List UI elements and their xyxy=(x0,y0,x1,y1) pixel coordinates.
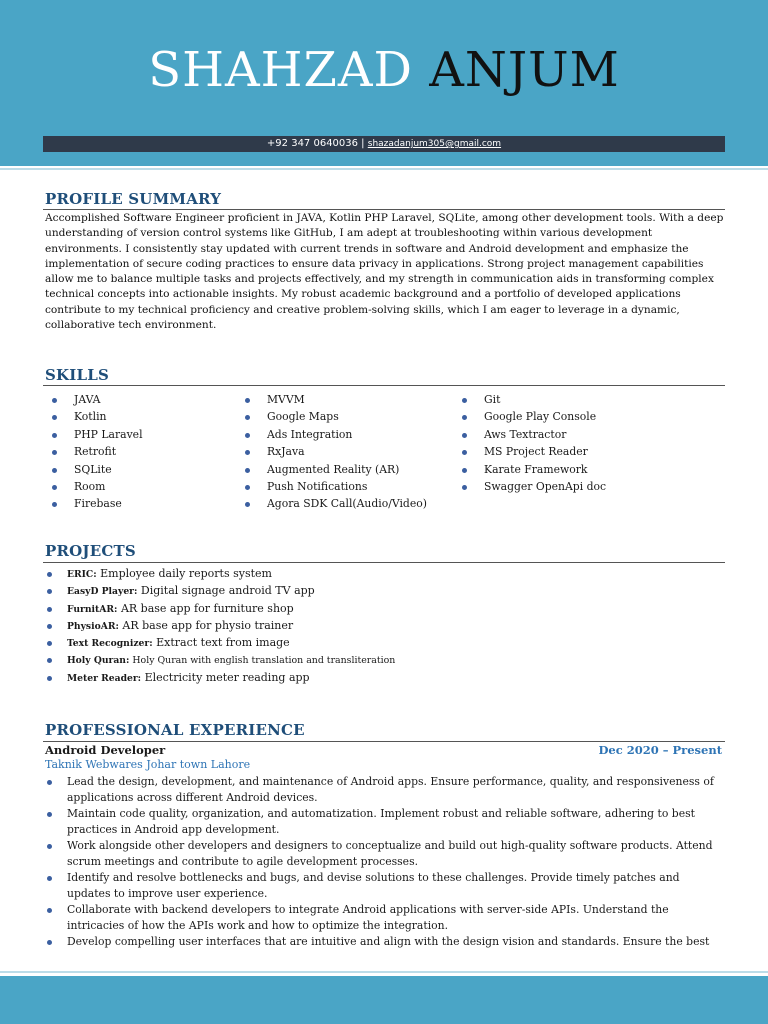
bullet-icon xyxy=(52,450,57,455)
footer-divider xyxy=(0,971,768,973)
list-item: FurnitAR: AR base app for furniture shop xyxy=(45,600,725,617)
job-date: Dec 2020 – Present xyxy=(598,743,722,757)
profile-summary-text: Accomplished Software Engineer proficient in JAVA, Kotlin PHP Laravel, SQLite, among other development tools. With a deep understanding of version control systems like GitHub, I am adept at troubleshooting within various development environments. I consistently stay updated with current trends in software and Android development and emphasize the implementation of secure coding practices to ensure data privacy in applications. Strong project management capabilities allow me to balance multiple tasks and projects effectively, and my strength in communication aids in transforming complex technical concepts into actionable insights. My robust academic background and a portfolio of developed applications contribute to my technical proficiency and creative problem-solving skills, which I am eager to leverage in a dynamic, collaborative tech environment. xyxy=(45,212,724,332)
list-item: Text Recognizer: Extract text from image xyxy=(45,634,725,651)
header-divider xyxy=(0,160,768,166)
skill-item: SQLite xyxy=(44,461,143,478)
list-item: Work alongside other developers and designers to conceptualize and build out high-quality software products. Attend scrum meetings and contribute to agile development processes. xyxy=(45,838,725,869)
skill-item: Agora SDK Call(Audio/Video) xyxy=(237,495,427,512)
section-rule xyxy=(43,741,725,742)
bullet-icon xyxy=(462,485,467,490)
bullet-icon xyxy=(245,415,250,420)
job-title: Android Developer xyxy=(45,743,166,757)
bullet-icon xyxy=(47,589,52,594)
bullet-icon xyxy=(47,908,52,913)
section-title-experience: PROFESSIONAL EXPERIENCE xyxy=(45,721,305,739)
bullet-icon xyxy=(245,485,250,490)
bullet-icon xyxy=(245,502,250,507)
skill-item: Firebase xyxy=(44,495,143,512)
company-name: Taknik Webwares Johar town Lahore xyxy=(45,758,251,771)
section-title-profile: PROFILE SUMMARY xyxy=(45,190,222,208)
bullet-icon xyxy=(462,415,467,420)
skill-item: Kotlin xyxy=(44,408,143,425)
skill-item: MS Project Reader xyxy=(454,443,606,460)
skill-item: Push Notifications xyxy=(237,478,427,495)
skill-item: RxJava xyxy=(237,443,427,460)
skill-item: MVVM xyxy=(237,391,427,408)
list-item: Collaborate with backend developers to integrate Android applications with server-side APIs. Understand the intricacies of how the APIs work and how to optimize the integration. xyxy=(45,902,725,933)
skills-column-3 xyxy=(454,391,606,495)
list-item: Meter Reader: Electricity meter reading app xyxy=(45,669,725,686)
skill-item: Git xyxy=(454,391,606,408)
header-divider-light xyxy=(0,168,768,170)
footer-band xyxy=(0,976,768,1024)
bullet-icon xyxy=(52,433,57,438)
list-item: Identify and resolve bottlenecks and bugs, and devise solutions to these challenges. Provide timely patches and updates to improve user experience. xyxy=(45,870,725,901)
skill-item: JAVA xyxy=(44,391,143,408)
skills-column-1 xyxy=(44,391,143,513)
bullet-icon xyxy=(47,658,52,663)
skill-item: Google Maps xyxy=(237,408,427,425)
skill-item: Retrofit xyxy=(44,443,143,460)
skill-item: Swagger OpenApi doc xyxy=(454,478,606,495)
bullet-icon xyxy=(47,676,52,681)
bullet-icon xyxy=(47,876,52,881)
skill-item: Ads Integration xyxy=(237,426,427,443)
section-rule xyxy=(43,209,725,210)
candidate-name xyxy=(0,42,768,98)
section-rule xyxy=(43,562,725,563)
bullet-icon xyxy=(52,468,57,473)
list-item: Holy Quran: Holy Quran with english translation and transliteration xyxy=(45,651,725,668)
last-name: ANJUM xyxy=(429,42,620,98)
bullet-icon xyxy=(245,450,250,455)
skill-item: Augmented Reality (AR) xyxy=(237,461,427,478)
bullet-icon xyxy=(52,398,57,403)
bullet-icon xyxy=(47,641,52,646)
bullet-icon xyxy=(52,485,57,490)
bullet-icon xyxy=(245,433,250,438)
skill-item: Google Play Console xyxy=(454,408,606,425)
list-item: EasyD Player: Digital signage android TV app xyxy=(45,582,725,599)
bullet-icon xyxy=(245,468,250,473)
bullet-icon xyxy=(47,624,52,629)
bullet-icon xyxy=(47,812,52,817)
projects-list xyxy=(45,565,725,686)
skills-column-2 xyxy=(237,391,427,513)
bullet-icon xyxy=(47,780,52,785)
bullet-icon xyxy=(47,607,52,612)
bullet-icon xyxy=(462,450,467,455)
bullet-icon xyxy=(462,433,467,438)
section-rule xyxy=(43,385,725,386)
bullet-icon xyxy=(462,468,467,473)
contact-bar xyxy=(43,136,725,152)
skill-item: Karate Framework xyxy=(454,461,606,478)
bullet-icon xyxy=(52,502,57,507)
list-item: ERIC: Employee daily reports system xyxy=(45,565,725,582)
list-item: Lead the design, development, and maintenance of Android apps. Ensure performance, quality, and responsiveness of applications across different Android devices. xyxy=(45,774,725,805)
section-title-skills: SKILLS xyxy=(45,366,110,384)
experience-bullets xyxy=(45,774,725,950)
list-item: Develop compelling user interfaces that are intuitive and align with the design vision and standards. Ensure the best xyxy=(45,934,725,950)
bullet-icon xyxy=(245,398,250,403)
skill-item: Aws Textractor xyxy=(454,426,606,443)
list-item: PhysioAR: AR base app for physio trainer xyxy=(45,617,725,634)
bullet-icon xyxy=(462,398,467,403)
section-title-projects: PROJECTS xyxy=(45,542,136,560)
list-item: Maintain code quality, organization, and automatization. Implement robust and reliable software, adhering to best practices in Android app development. xyxy=(45,806,725,837)
phone-number: +92 347 0640036 | xyxy=(266,138,365,149)
skill-item: Room xyxy=(44,478,143,495)
skill-item: PHP Laravel xyxy=(44,426,143,443)
bullet-icon xyxy=(52,415,57,420)
bullet-icon xyxy=(47,572,52,577)
first-name: SHAHZAD xyxy=(148,42,413,98)
email-link[interactable]: shazadanjum305@gmail.com xyxy=(367,139,502,149)
bullet-icon xyxy=(47,940,52,945)
bullet-icon xyxy=(47,844,52,849)
